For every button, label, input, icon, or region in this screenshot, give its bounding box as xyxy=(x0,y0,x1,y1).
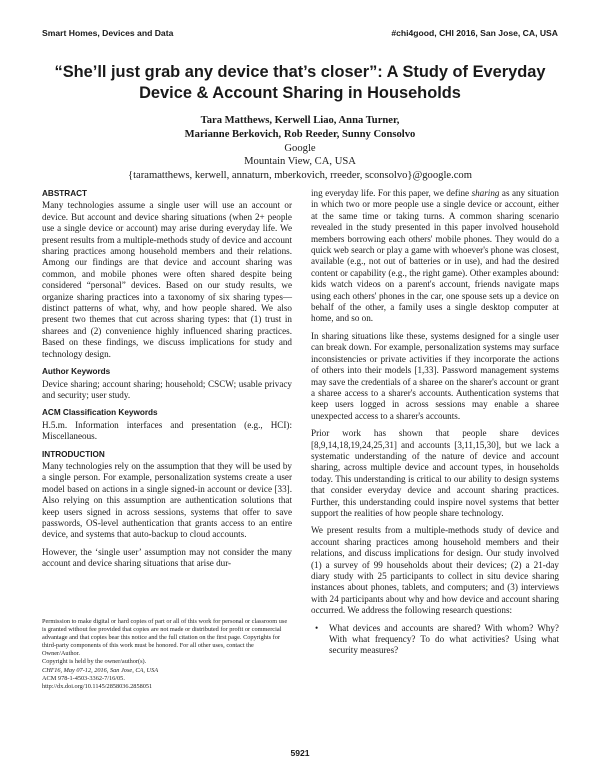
conference-info: CHI'16, May 07-12, 2016, San Jose, CA, USA xyxy=(42,666,159,674)
author-names-line-1: Tara Matthews, Kerwell Liao, Anna Turner, xyxy=(200,115,400,126)
permission-text: Permission to make digital or hard copies of part or all of this work for personal or classroom use is granted without fee provided that copies are not made or distributed for profit or commercial advantage and that copies bear this notice and the full citation on the first page. Copyrights for third-party components of this work must be honored. For all other uses, contact the Owner/Author. xyxy=(42,618,288,658)
right-column xyxy=(311,188,559,657)
page-number: 5921 xyxy=(290,748,310,758)
introduction-heading: INTRODUCTION xyxy=(42,449,105,459)
body-paragraph-1-rest: as any situation in which two or more people use a single device or account, either at the same time or taking turns. A common sharing scenario revealed in the study presented in this paper involved household members borrowing each others' mobile phones. They would do a quick web search or play a game with whoever's phone was closest, available (e.g., not out of batteries or in use), and had the desired content or capability (e.g., the right game). Other examples abound: kids watch videos on a parent's account, friends navigate maps using each others' phones in the car, one spouse sets up a device on behalf of the other, a family uses a single desktop computer at home, and so on. xyxy=(311,188,559,324)
abstract-text: Many technologies assume a single user will use an account or device. But account and device sharing situations (when 2+ people use a single device or account) may arise during everyday life. We present results from a multiple-methods study of device and account sharing practices among household members and their relations. Among our findings are that device and account sharing was common, and mobile phones were often shared despite being considered “personal” devices. Based on our study results, we organize sharing practices into a taxonomy of six sharing types—distinct patterns of what, why, and how people shared. We also present two themes that cut across sharing types: that (1) trust in sharees and (2) convenience highly influenced sharing practices. Based on these findings, we discuss implications for study and technology design. xyxy=(42,200,292,359)
research-question-1 xyxy=(311,623,559,657)
sharing-term: sharing xyxy=(471,188,500,198)
author-keywords-text: Device sharing; account sharing; household; CSCW; usable privacy and security; user study. xyxy=(42,378,292,400)
abstract-heading: ABSTRACT xyxy=(42,189,88,198)
body-paragraph-1 xyxy=(311,188,559,325)
location: Mountain View, CA, USA xyxy=(244,156,356,168)
running-header-left: Smart Homes, Devices and Data xyxy=(42,28,174,38)
research-question-1-text: What devices and accounts are shared? With whom? Why? With what frequency? To do what activities? Using what security measures? xyxy=(329,622,559,656)
bullet-marker: • xyxy=(315,622,319,633)
author-emails: {taramatthews, kerwell, annaturn, mberkovich, rreeder, sconsolvo}@google.com xyxy=(128,170,472,182)
body-paragraph-3: Prior work has shown that people share devices [8,9,14,18,19,24,25,31] and accounts [3,11,15,30], but we lack a systematic understanding of the nature of device and account sharing, across multiple device and account types, in households today. This understanding is critical to our ability to design systems that consider everyday device and account sharing practices. Further, this understanding could inspire novel systems that better support the realities of how people share technology. xyxy=(311,428,559,518)
isbn: ACM 978-1-4503-3362-7/16/05. xyxy=(42,674,125,682)
introduction-paragraph-1: Many technologies rely on the assumption that they will be used by a single person. For example, personalization systems create a user model based on actions in a single signed-in account or device [33]. Also relying on this assumption are authentication solutions that keep users signed in across sessions, systems that offer to save passwords, OS-level authentication that grants access to an entire device, and systems that auto-backup to cloud accounts. xyxy=(42,460,292,540)
body-paragraph-4: We present results from a multiple-methods study of device and account sharing practices among household members and their relations, and discuss implications for design. Our study involved (1) a survey of 99 households about their devices; (2) a 21-day diary study with 25 participants to collect in situ device sharing instances about phones, tablets, and computers; and (3) interviews with 24 participants about why and how device and account sharing occurred. We address the following research questions: xyxy=(311,525,559,616)
acm-classification-heading: ACM Classification Keywords xyxy=(42,408,158,418)
copyright-notice xyxy=(42,618,292,691)
doi-link[interactable]: http://dx.doi.org/10.1145/2858036.2858051 xyxy=(42,682,153,690)
author-names-line-2: Marianne Berkovich, Rob Reeder, Sunny Consolvo xyxy=(184,128,416,140)
copyright-holder: Copyright is held by the owner/author(s). xyxy=(42,658,147,666)
running-header-right: #chi4good, CHI 2016, San Jose, CA, USA xyxy=(391,28,558,38)
body-paragraph-1-start: ing everyday life. For this paper, we define xyxy=(311,188,472,198)
left-column xyxy=(42,188,292,576)
author-keywords-heading: Author Keywords xyxy=(42,367,111,377)
affiliation: Google xyxy=(284,142,316,154)
body-paragraph-2: In sharing situations like these, systems designed for a single user can break down. For example, personalization systems may surface inconsistencies or private activities if they incorporate the actions of others into their models [1,33]. Password management systems may save the credentials of a sharee on the sharer's account or grant a sharee access to a sharer's accounts. Authentication systems that keep users logged in across sessions may enable a sharee unexpected access to a sharer's accounts. xyxy=(311,330,559,421)
paper-title: “She’ll just grab any device that’s closer”: A Study of Everyday Device & Account Sharing in Households xyxy=(54,63,546,102)
author-block xyxy=(60,114,540,183)
introduction-paragraph-2: However, the ‘single user’ assumption may not consider the many account and device sharing situations that arise dur- xyxy=(42,546,292,569)
acm-classification-text: H.5.m. Information interfaces and presentation (e.g., HCI): Miscellaneous. xyxy=(42,419,292,442)
